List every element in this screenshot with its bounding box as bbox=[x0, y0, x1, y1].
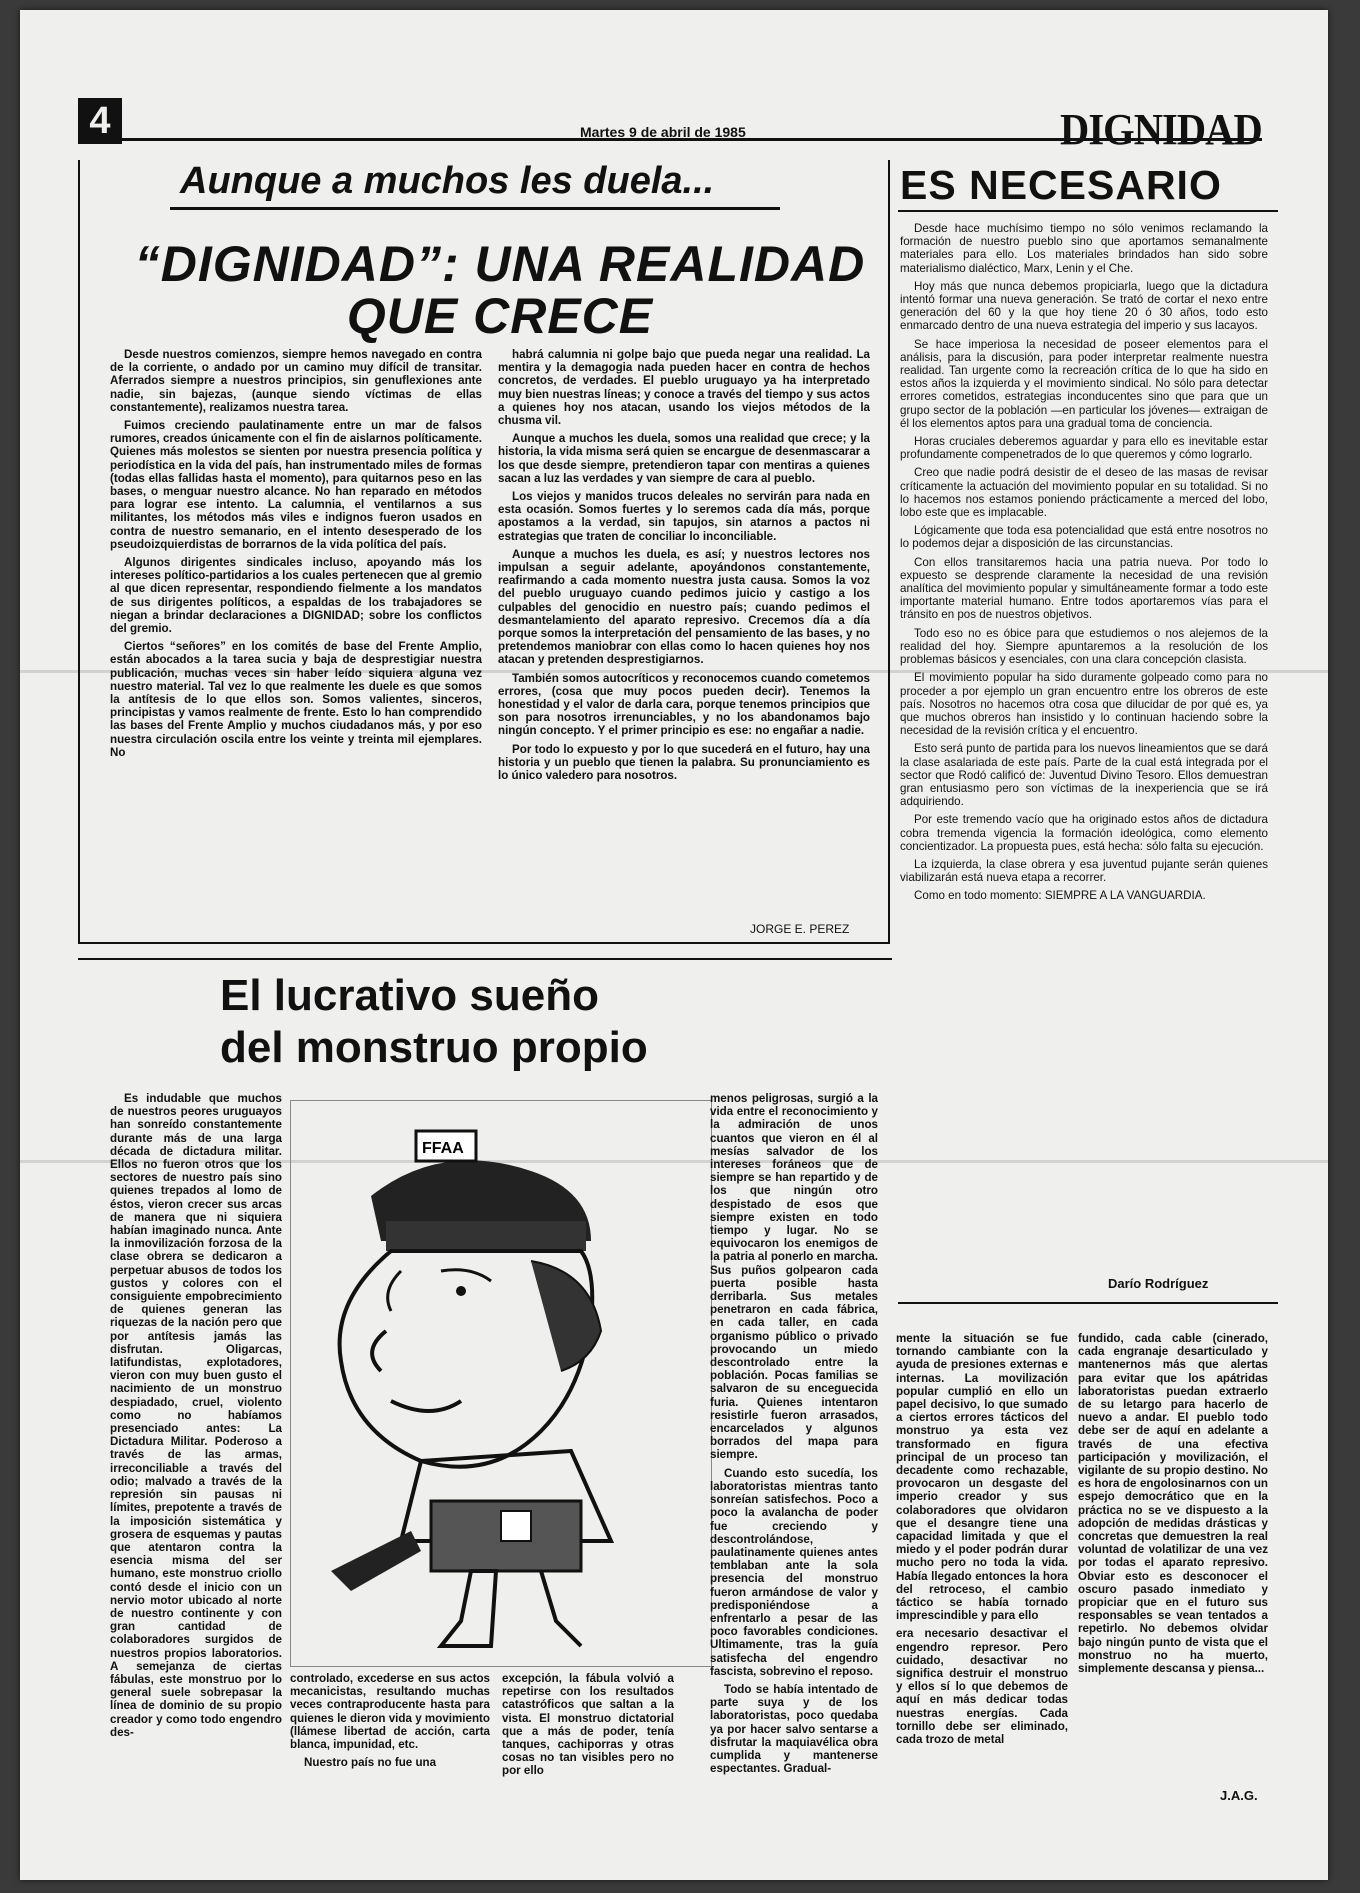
paragraph: era necesario desactivar el engendro represor. Pero cuidado, desactivar no significa destruir el monstruo y ellos sí lo que debemos de aquí en más dedicar todas nuestras energías. Cada tornillo debe ser eliminado, cada trozo de metal bbox=[896, 1627, 1068, 1747]
box-border bbox=[78, 160, 80, 944]
article3-column-5 bbox=[896, 1332, 1068, 1872]
cap-badge: FFAA bbox=[422, 1140, 464, 1157]
paragraph: Fuimos creciendo paulatinamente entre un mar de falsos rumores, creados únicamente con el fin de aislarnos políticamente. Quienes más molestos se sienten por nuestra presencia política y periodística en la vida del país, han instrumentado miles de formas (todas ellas fallidas hasta el momento), para quitarnos peso en las bases, o menguar nuestro alcance. No han reparado en métodos para lograr ese intento. La calumnia, el ventilarnos a sus militantes, los métodos más viles e indignos fueron usados en contra de nuestro semanario, en el intento desesperado de los pseudoizquierdistas de borrarnos de la vida política del país. bbox=[110, 419, 482, 551]
paragraph: excepción, la fábula volvió a repetirse con los resultados catastróficos que saltan a la vista. El monstruo dictatorial que a más de poder, tenía tanques, cachiporras y otras cosas no tan visibles pero no por ello bbox=[502, 1672, 674, 1778]
article3-column-2 bbox=[290, 1672, 490, 1872]
paragraph: fundido, cada cable (cinerado, cada engranaje desarticulado y mantenernos más que alertas para evitar que los apátridas laboratoristas puedan extraerlo de su letargo para hacerlo de nuevo a andar. El pueblo todo debe ser de aquí en adelante a través de una efectiva participación y movilización, el vigilante de su propio destino. No es hora de engolosinarnos con un espejo democrático que en la práctica no se ve dispuesto a la adopción de medidas drásticas y concretas que demuestren la real voluntad de volatilizar de una vez por todas el aparato represivo. Obviar esto es desconocer el oscuro pasado inmediato y propiciar que en el futuro sus responsables se vean tentados a repetirlo. No debemos olvidar bajo ningún punto de vista que el monstruo no ha muerto, simplemente descansa y piensa... bbox=[1078, 1332, 1268, 1676]
paragraph: Ciertos “señores” en los comités de base del Frente Amplio, están abocados a la tarea sucia y baja de desprestigiar nuestra publicación, muchas veces sin haber leído siquiera alguna vez nuestro material. Tal vez lo que realmente les duele es que somos la antítesis de lo que ellos son. Somos valientes, sinceros, principistas y vamos realmente de frente. Esto lo han comprendido las bases del Frente Amplio y muchos ciudadanos más, y por eso nuestra circulación oscila entre los veinte y treinta mil ejemplares. No bbox=[110, 640, 482, 759]
article3-column-4 bbox=[710, 1092, 878, 1872]
paragraph: Nuestro país no fue una bbox=[304, 1756, 437, 1770]
paragraph: Como en todo momento: SIEMPRE A LA VANGUARDIA. bbox=[914, 889, 1206, 903]
headline-line: “DIGNIDAD”: UNA REALIDAD bbox=[134, 236, 866, 292]
title-line: El lucrativo sueño bbox=[220, 971, 599, 1020]
paragraph: También somos autocríticos y reconocemos cuando cometemos errores, (cosa que muy pocos pueden decir). Tenemos la honestidad y el valor de darla cara, porque tenemos principios que son para nosotros irrenunciables, y no los abandonamos bajo ningún concepto. Y el primer principio es ese: no engañar a nadie. bbox=[498, 671, 870, 738]
paragraph: Se hace imperiosa la necesidad de poseer elementos para el análisis, para la discusión, para poder interpretar realmente nuestra realidad. Tan urgente como la recreación crítica de lo que ha sido en estos años la izquierda y el movimiento sindical. No sólo para detectar errores cometidos, estrategias inconducentes sino que para que un grupo sector de la población —en particular los jóvenes— extraigan de él los elementos aptos para una gradual toma de conciencia. bbox=[900, 337, 1268, 430]
paragraph: Es indudable que muchos de nuestros peores uruguayos han sonreído constantemente durante más de una larga década de dictadura militar. Ellos no fueron otros que los sectores de nuestro país sino quienes trepados al lomo de éstos, vieron crecer sus arcas de manera que ni siquiera habían imaginado nunca. Ante la inmovilización forzosa de la clase obrera se dedicaron a perpetuar abusos de todos los gustos y colores con el consiguiente empobrecimiento de quienes generan las riquezas de la nación pero que por antítesis jamás las disfrutan. Oligarcas, latifundistas, explotadores, vieron con muy buen gusto el nacimiento de un monstruo despiadado, cruel, violento como no habíamos presenciado antes: La Dictadura Militar. Poderoso a través de las armas, irreconciliable a través del odio; malvado a través de la represión sin pausas ni límites, prepotente a través de la imposición sistemática y grosera de esquemas y pautas que atentaron contra la esencia misma del ser humano, este monstruo criollo contó desde el inicio con un nervio motor ubicado al norte de nuestro continente y con gran cantidad de colaboradores surgidos de nuestros propios laboratorios. A semejanza de ciertas fábulas, este monstruo por lo general suele sobrepasar la línea de dominio de su propio creador y como todo engendro des- bbox=[110, 1092, 282, 1739]
article-headline bbox=[100, 238, 900, 342]
article3-column-3 bbox=[502, 1672, 674, 1872]
paragraph: Por todo lo expuesto y por lo que sucederá en el futuro, hay una historia y un pueblo que tienen la palabra. Su pronunciamiento es lo único valedero para nosotros. bbox=[498, 742, 870, 783]
headline-line: QUE CRECE bbox=[346, 288, 654, 344]
section-rule bbox=[898, 1302, 1278, 1304]
paragraph: Todo se había intentado de parte suya y de los laboratoristas, poco quedaba ya por hacer salvo sentarse a disfrutar la maquiavélica obra cumplida y mantenerse espectantes. Gradual- bbox=[710, 1682, 878, 1776]
title-rule bbox=[898, 210, 1278, 212]
paragraph: Esto será punto de partida para los nuevos lineamientos que se dará la clase asalariada de este país. Parte de la cual está integrada por el sector que Rodó calificó de: Juventud Divino Tesoro. Ellos demuestran gran entusiasmo pero son víctimas de la inexperiencia que se irá adquiriendo. bbox=[900, 742, 1268, 809]
paragraph: mente la situación se fue tornando cambiante con la ayuda de presiones externas e internas. La movilización popular cumplió en ello un papel decisivo, lo que sumado a ciertos errores tácticos del monstruo ya esta vez transformado en figura principal de un proceso tan decadente como rechazable, provocaron un desgaste del imperio creador y sus colaboradores que olvidaron que el desangre tiene una capacidad limitada y que el miedo y el poder podrán durar mucho pero no toda la vida. Había llegado entonces la hora del retroceso, el cambio táctico se había tornado imprescindible y para ello bbox=[896, 1332, 1068, 1623]
paragraph: controlado, excederse en sus actos mecanicistas, resultando muchas veces contraproducente hasta para quienes le dieron vida y movimiento (llámese libertad de acción, carta blanca, impunidad, etc. bbox=[290, 1672, 490, 1752]
article3-column-1 bbox=[110, 1092, 282, 1872]
issue-date: Martes 9 de abril de 1985 bbox=[580, 124, 746, 140]
paragraph: menos peligrosas, surgió a la vida entre el reconocimiento y la admiración de unos cuantos que vieron en él al mesías salvador de los intereses foráneos que de siempre se han repartido y de los que ningún otro despistado de esos que siempre existen en todo tiempo y lugar. No se equivocaron los enemigos de la patria al ponerlo en marcha. Sus puños golpearon cada puerta posible hasta derribarla. Sus metales penetraron en cada fábrica, en cada taller, en cada organismo público o privado provocando un miedo descontrolado entre la población. Pocas familias se salvaron de su enceguecida furia. Quienes intentaron resistirle fueron arrasados, encarcelados y algunos borrados del mapa para siempre. bbox=[710, 1092, 878, 1462]
cartoon-illustration bbox=[290, 1100, 712, 1667]
newspaper-page bbox=[20, 10, 1328, 1880]
paragraph: Todo eso no es óbice para que estudiemos o nos alejemos de la realidad del hoy. Siempre apuntaremos a la resolución de los problemas básicos y esenciales, con una clara concepción clasista. bbox=[900, 626, 1268, 667]
page-number: 4 bbox=[78, 98, 122, 144]
paragraph: Cuando esto sucedía, los laboratoristas mientras tanto sonreían satisfechos. Poco a poco la avalancha de poder fue creciendo y descontrolándose, paulatinamente quienes antes temblaban ante la sola presencia del monstruo fueron armándose de valor y predisponiéndose a enfrentarlo a pesar de las poco favorables condiciones. Ultimamente, tras la guía satisfecha del engendro fascista, sobrevino el reposo. bbox=[710, 1466, 878, 1678]
section-rule bbox=[78, 958, 892, 960]
article3-column-6 bbox=[1078, 1332, 1268, 1782]
paragraph: habrá calumnia ni golpe bajo que pueda negar una realidad. La mentira y la demagogia nada pueden hacer en contra de hechos concretos, de verdades. El pueblo uruguayo ya ha interpretado muy bien nuestras líneas; y conoce a través del tiempo y sus actos a quienes hoy nos atacan, usando los viejos métodos de la chusma vil. bbox=[498, 348, 870, 428]
paragraph: Aunque a muchos les duela, somos una realidad que crece; y la historia, la vida misma será quien se encargue de desenmascarar a los que desde siempre, pretendieron tapar con mentiras a quienes sacan a luz las verdades y van siempre de cara al pueblo. bbox=[498, 432, 870, 485]
paragraph: El movimiento popular ha sido duramente golpeado como para no proceder a por ejemplo un gran encuentro entre los obreros de este país. Nosotros no hacemos otra cosa que dilucidar de por qué es, ya que muchos obreros han insistido y lo continuan haciendo sobre la necesidad de la revisión crítica y el encuentro. bbox=[900, 671, 1268, 738]
article-title bbox=[220, 970, 648, 1074]
article1-column-1 bbox=[110, 348, 482, 938]
paragraph: Los viejos y manidos trucos deleales no servirán para nada en esta ocasión. Somos fuertes y lo seremos cada día más, porque apostamos a la verdad, sin tapujos, sin atarnos a pactos ni estrategias que traten de conciliar lo inconciliable. bbox=[498, 490, 870, 543]
article-title: ES NECESARIO bbox=[900, 162, 1222, 208]
paragraph: Aunque a muchos les duela, es así; y nuestros lectores nos impulsan a seguir adelante, apoyándonos constantemente, reafirmando a cada momento nuestra justa causa. Somos la voz del pueblo uruguayo cuando pedimos juicio y castigo a los culpables del genocidio en nuestro país; cuando pedimos el desmantelamiento del aparato represivo. Crecemos día a día porque somos la interpretación del pensamiento de las bases, y no pretendemos maniobrar con ellas como lo hacen quienes hoy nos atacan y pretenden desprestigiarnos. bbox=[498, 547, 870, 667]
byline: JORGE E. PEREZ bbox=[750, 922, 850, 936]
kicker-underline bbox=[170, 207, 780, 210]
paragraph: Por este tremendo vacío que ha originado estos años de dictadura cobra tremenda vigencia la formación ideológica, como elemento concientizador. La propuesta pues, está hecha: sólo falta su ejecución. bbox=[900, 813, 1268, 853]
byline: J.A.G. bbox=[1220, 1788, 1258, 1803]
paragraph: La izquierda, la clase obrera y esa juventud pujante serán quienes viabilizarán está nueva etapa a recorrer. bbox=[900, 857, 1268, 885]
article-kicker: Aunque a muchos les duela... bbox=[180, 160, 715, 202]
paragraph: Desde hace muchísimo tiempo no sólo venimos reclamando la formación de nuestro pueblo sino que aportamos semanalmente materiales para ello. Los materiales brindados han sido sobre materialismo dialéctico, Marx, Lenin y el Che. bbox=[900, 222, 1268, 275]
paragraph: Lógicamente que toda esa potencialidad que está entre nosotros no lo podemos dejar a disposición de las circunstancias. bbox=[900, 524, 1268, 551]
paragraph: Hoy más que nunca debemos propiciarla, luego que la dictadura intentó formar una nueva generación. Se trató de cortar el nexo entre generación del 60 y la que hoy tiene 20 ó 30 años, todo esto enmarcado dentro de una nueva estrategia del imperio y sus lacayos. bbox=[900, 279, 1268, 333]
paragraph: Desde nuestros comienzos, siempre hemos navegado en contra de la corriente, o andado por un camino muy difícil de transitar. Aferrados siempre a nuestros principios, sin genuflexiones ante nadie, sin bajezas, (aunque siendo víctimas de ellas constantemente), realizamos nuestra tarea. bbox=[110, 348, 482, 414]
masthead: DIGNIDAD bbox=[1060, 105, 1262, 154]
military-monster-cartoon bbox=[291, 1101, 711, 1666]
title-line: del monstruo propio bbox=[220, 1023, 648, 1072]
paragraph: Con ellos transitaremos hacia una patria nueva. Por todo lo expuesto se desprende claramente la necesidad de una revisión analítica del movimiento popular y simultáneamente formar a todo este importante material humano. Entre todos aportaremos vías para el tránsito en pos de nuestros objetivos. bbox=[900, 555, 1268, 622]
paragraph: Creo que nadie podrá desistir de el deseo de las masas de revisar críticamente la actuación del movimiento popular en su totalidad. Si no lo hacemos nos estamos poniendo prácticamente a merced del lobo, lobo este que es implacable. bbox=[900, 466, 1268, 520]
byline: Darío Rodríguez bbox=[1108, 1276, 1209, 1291]
paragraph: Algunos dirigentes sindicales incluso, apoyando más los intereses político-partidarios a los cuales pertenecen que al gremio al que dicen representar, respondiendo fielmente a los mandatos de sus dirigentes políticos, a espaldas de los trabajadores se niegan a brindar declaraciones a DIGNIDAD; sobre los conflictos del gremio. bbox=[110, 556, 482, 636]
article2-column bbox=[900, 222, 1268, 1272]
paragraph: Horas cruciales deberemos aguardar y para ello es inevitable estar profundamente compenetrados de lo que queremos y cómo lograrlo. bbox=[900, 435, 1268, 462]
article1-column-2 bbox=[498, 348, 870, 918]
box-border bbox=[78, 942, 890, 944]
